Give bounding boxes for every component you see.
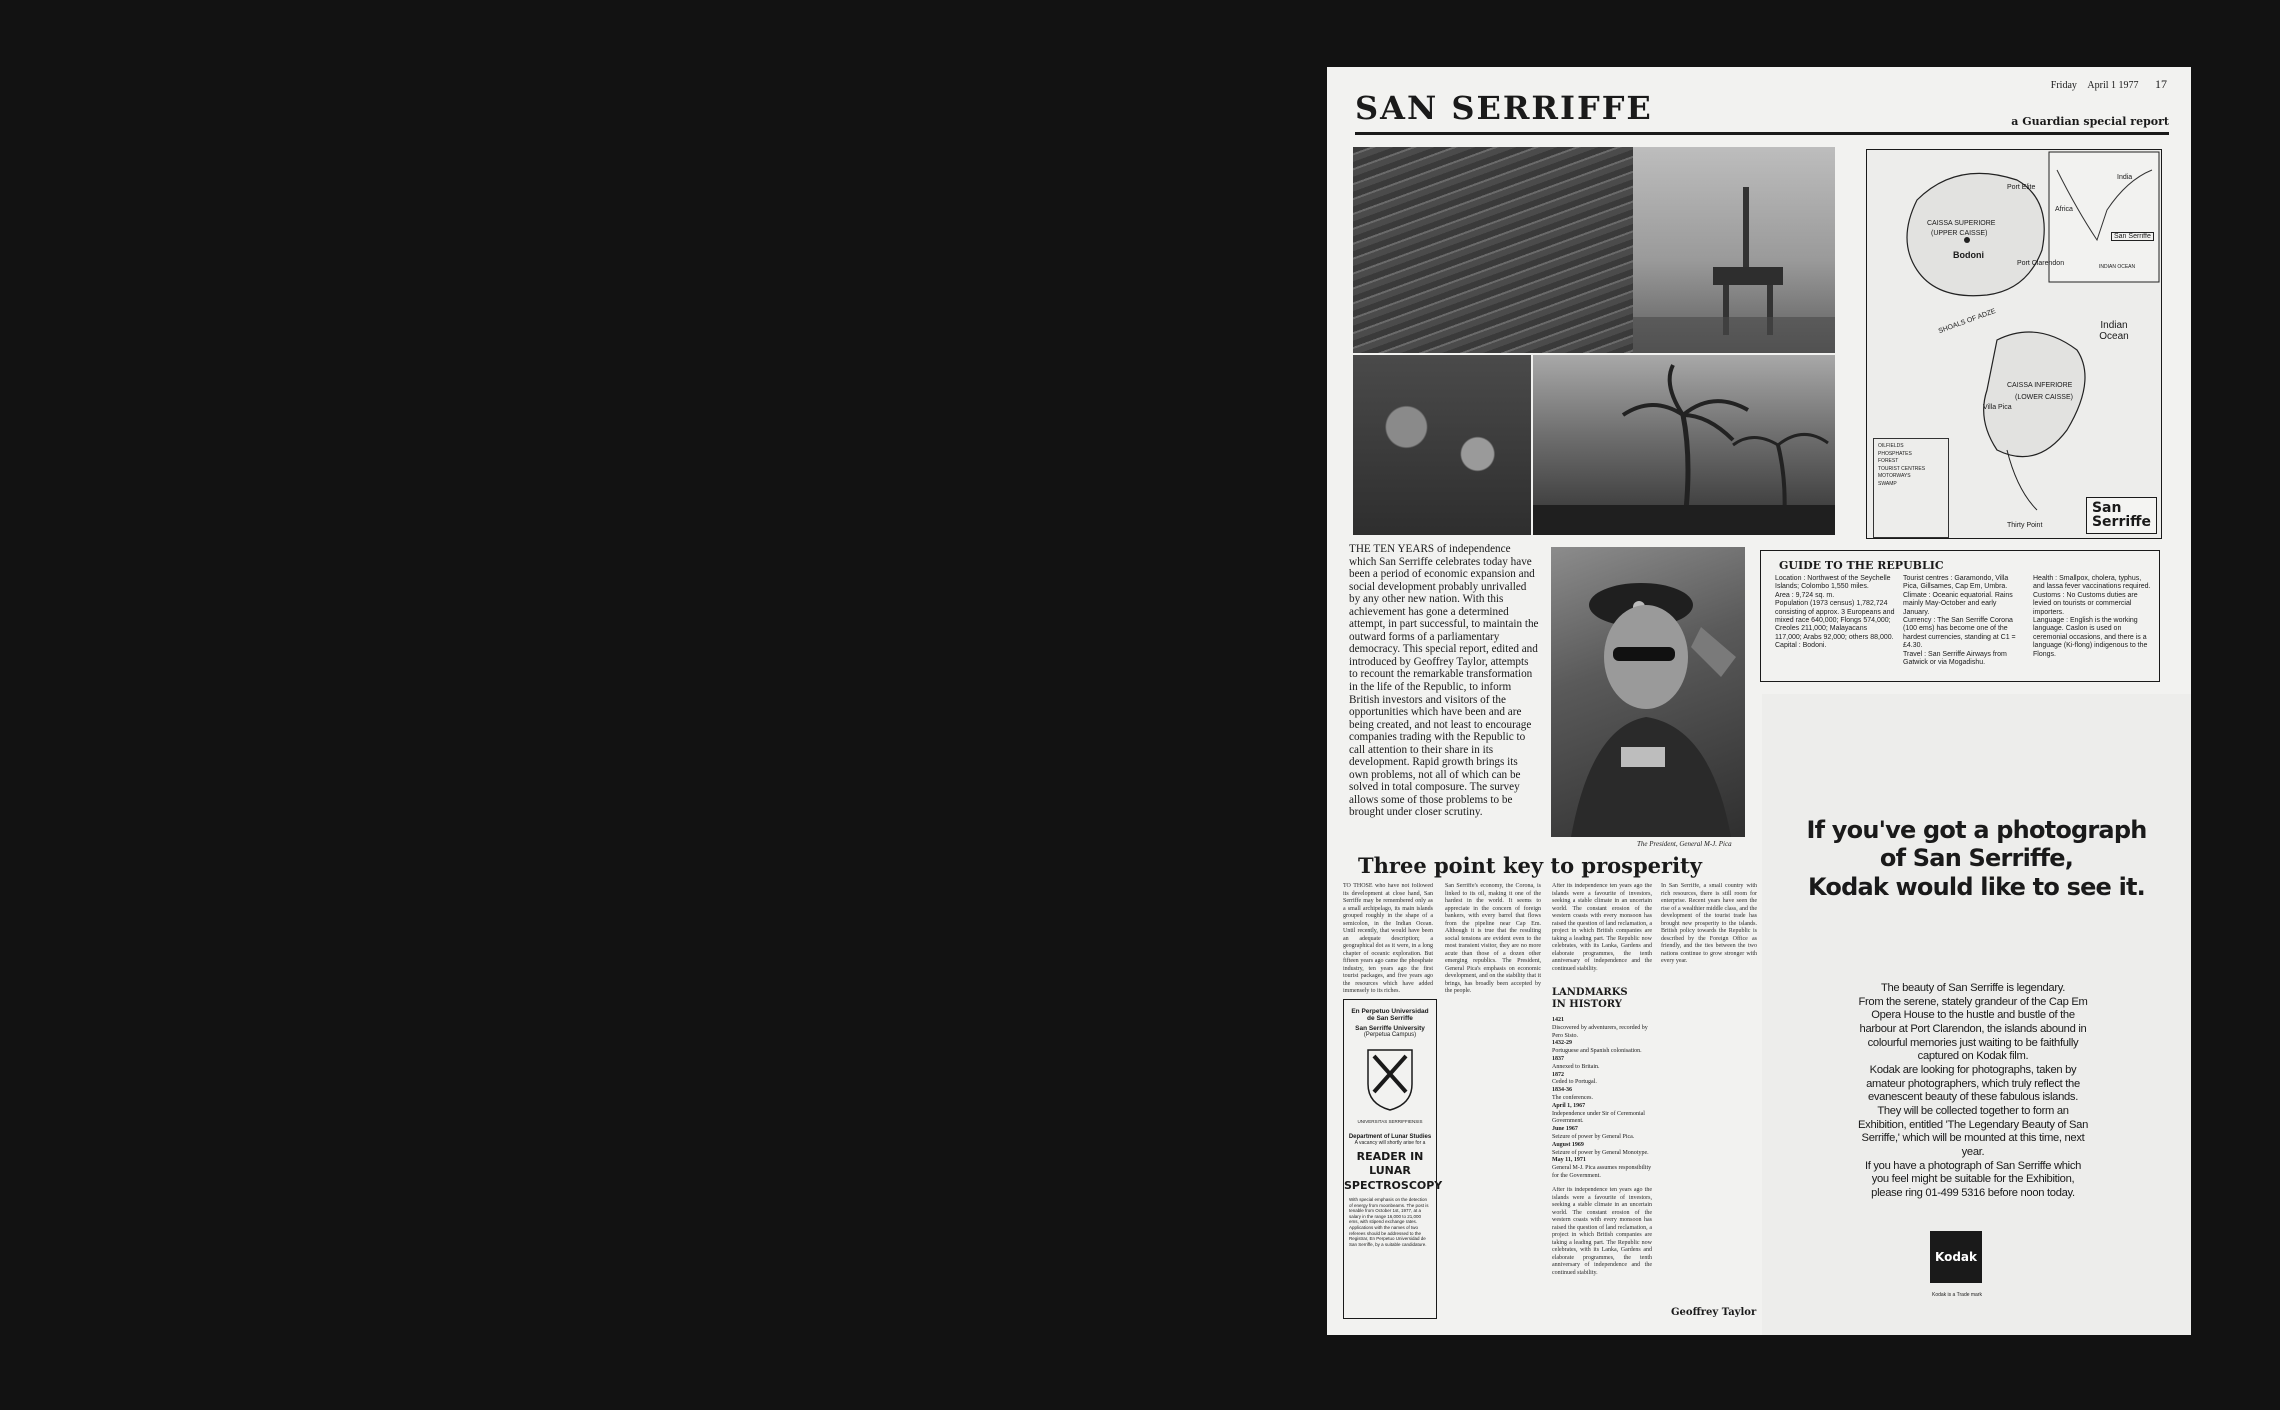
- guide-column: [1903, 575, 2023, 667]
- guide-entry: Climate : Oceanic equatorial. Rains mainly May-October and early January.: [1903, 591, 2013, 616]
- map-of-san-serriffe: [1866, 149, 2162, 539]
- photo-president: [1551, 547, 1745, 837]
- map-label-caissa-superiore: CAISSA SUPERIORE: [1927, 220, 1996, 227]
- dateline-day: Friday: [2050, 80, 2077, 91]
- guide-entry: Currency : The San Serriffe Corona (100 ems) has become one of the hardest currencies, standing at C1 = £4.30.: [1903, 616, 2016, 650]
- article-headline: Three point key to prosperity: [1358, 853, 1702, 878]
- guide-entry: Language : English is the working language. Caslon is used on ceremonial occasions, and there is a language (Ki-flong) indigenous to the Flongs.: [2033, 616, 2148, 658]
- masthead-rule: [1355, 132, 2169, 135]
- guide-title: GUIDE TO THE REPUBLIC: [1779, 559, 1944, 572]
- article-column: San Serriffe's economy, the Corona, is linked to its oil, making it one of the hardest in the world. It seems to appreciate in the concern of foreign bankers, with every barrel that flows from the pipeline near Cap Em. Although it is true that the resulting social tensions are evident even to the most transient visitor, they are no more acute than those of a dozen other emerging republics. The President, General Pica's emphasis on economic development, and on the stability that it brings, has broadly been accepted by the people.: [1445, 883, 1541, 994]
- landmark-text: The conferences.: [1552, 1094, 1593, 1101]
- guide-column: [1775, 575, 1895, 651]
- landmark-text: Seizure of power by General Pica.: [1552, 1133, 1635, 1140]
- landmark-entry: [1552, 1157, 1652, 1180]
- landmark-entry: [1552, 1017, 1652, 1040]
- map-brand-box: [2086, 497, 2157, 534]
- landmarks-title-line: IN HISTORY: [1552, 999, 1622, 1010]
- landmark-year: 1837: [1552, 1055, 1564, 1062]
- guide-entry: Area : 9,724 sq. m.: [1775, 591, 1835, 599]
- university-campus: (Perpetua Campus): [1363, 1032, 1417, 1038]
- special-report-label: a Guardian special report: [2011, 115, 2169, 128]
- landmark-entry: [1552, 1126, 1652, 1142]
- landmarks-title-line: LANDMARKS: [1552, 987, 1628, 998]
- map-label-india: India: [2117, 174, 2133, 181]
- landmarks-in-history: [1552, 987, 1652, 1181]
- kodak-logo: Kodak: [1930, 1231, 1982, 1283]
- map-label-port-clarendon: Port Clarendon: [2017, 260, 2065, 267]
- landmark-text: General M-J. Pica assumes responsibility for the Government.: [1552, 1165, 1652, 1179]
- landmark-text: Portuguese and Spanish colonisation.: [1552, 1048, 1642, 1055]
- landmark-entry: [1552, 1087, 1652, 1103]
- kodak-trademark: Kodak is a Trade mark: [1931, 1292, 1983, 1298]
- photo-oil-rig: [1633, 147, 1835, 353]
- guide-entry: Location : Northwest of the Seychelle Islands; Colombo 1,550 miles.: [1775, 575, 1891, 591]
- guide-entry: Capital : Bodoni.: [1775, 642, 1827, 650]
- guide-entry: Population (1973 census) 1,782,724 consisting of approx. 3 Europeans and mixed race 640,000; Flongs 574,000; Creoles 211,000; Malayacans 117,000; Arabs 92,000; others 88,000.: [1775, 600, 1895, 641]
- landmark-entry: [1552, 1072, 1652, 1088]
- president-caption: The President, General M-J. Pica: [1637, 840, 1732, 848]
- landmark-year: August 1969: [1552, 1141, 1584, 1148]
- page-number: 17: [2155, 77, 2167, 91]
- map-brand-line: San: [2091, 499, 2122, 516]
- legend-item: FOREST: [1878, 458, 1899, 464]
- kodak-body: [1858, 982, 2088, 1201]
- article-column: TO THOSE who have not followed its development at close hand, San Serriffe may be remembered only as a small archipelago, its main islands grouped roughly in the shape of a semicolon, in the Indian Ocean. Until recently, that would have been an adequate description; a geographical dot as it were, in a long chapter of oceanic exploration. But fifteen years ago came the phosphate industry, ten years ago the first tourist packages, and five years ago the resources which have added immensely to its riches.: [1343, 883, 1433, 994]
- oil-rig-graphic: [1633, 147, 1835, 353]
- map-label-caissa-inferiore: CAISSA INFERIORE: [2007, 382, 2073, 389]
- landmark-text: Independence under Sir of Ceremonial Government.: [1552, 1110, 1645, 1125]
- landmark-entry: [1552, 1142, 1652, 1158]
- map-legend: [1873, 438, 1949, 538]
- landmark-year: 1421: [1552, 1017, 1564, 1023]
- landmark-year: April 1, 1967: [1552, 1102, 1586, 1109]
- article-byline: Geoffrey Taylor: [1671, 1307, 1757, 1318]
- dateline: [2043, 77, 2167, 92]
- post-title-line: LUNAR: [1369, 1164, 1411, 1178]
- kodak-paragraph: They will be collected together to form an Exhibition, entitled 'The Legendary Beauty of San Serriffe,' which will be mounted at this time, next year.: [1858, 1104, 2088, 1158]
- landmark-year: May 11, 1971: [1552, 1157, 1586, 1164]
- landmark-entry: [1552, 1040, 1652, 1056]
- university-name: En Perpetuo Universidad de San Serriffe: [1351, 1008, 1429, 1022]
- guide-entry: Customs : No Customs duties are levied on tourists or commercial importers.: [2033, 591, 2138, 616]
- guide-entry: Tourist centres : Garamondo, Villa Pica, Gillsames, Cap Em, Umbra.: [1903, 575, 2009, 591]
- kodak-headline-line: If you've got a photograph: [1806, 816, 2147, 844]
- guide-entry: Health : Smallpox, cholera, typhus, and lassa fever vaccinations required.: [2033, 575, 2151, 591]
- legend-item: MOTORWAYS: [1878, 473, 1911, 479]
- legend-item: OILFIELDS: [1878, 443, 1904, 449]
- university-department: Department of Lunar Studies: [1348, 1134, 1432, 1140]
- article-column-continued: After its independence ten years ago the islands were a favourite of investors, seeking a stable climate in an uncertain world. The constant erosion of the western coasts with every monsoon has raised the question of land reclamation, a project in which British companies are taking a leading part. The Republic now celebrates, with its Lanka, Gardens and elaborate programmes, the tenth anniversary of independence and the continued stability.: [1552, 1187, 1652, 1276]
- landmark-year: 1432-29: [1552, 1040, 1572, 1047]
- article-column: In San Serriffe, a small country with rich resources, there is still room for enterprise. Recent years have seen the rise of a wealthier middle class, and the development of the tourist trade has brought new prosperity to the islands. British policy towards the Republic is described by the Foreign Office as friendly, and the ties between the two nations continue to grow stronger with every year.: [1661, 883, 1757, 964]
- map-label-villa-pica: Villa Pica: [1983, 404, 2012, 411]
- landmark-text: Discovered by adventurers, recorded by Pero Sisto.: [1552, 1024, 1648, 1039]
- guide-column: [2033, 575, 2151, 659]
- university-english-name: San Serriffe University: [1355, 1025, 1425, 1032]
- guide-to-the-republic: [1760, 550, 2160, 682]
- landmark-entry: [1552, 1056, 1652, 1072]
- photo-fighter-jets: [1353, 147, 1633, 353]
- landmarks-title: [1552, 987, 1652, 1011]
- landmark-year: 1834-36: [1552, 1087, 1572, 1094]
- kodak-paragraph: From the serene, stately grandeur of the Cap Em Opera House to the hustle and bustle of the harbour at Port Clarendon, the islands abound in colourful memories just waiting to be faithfully captured on Kodak film.: [1858, 995, 2088, 1063]
- post-title-line: SPECTROSCOPY: [1344, 1178, 1443, 1192]
- map-label-san-serriffe-inset: San Serriffe: [2111, 232, 2154, 241]
- legend-item: SWAMP: [1878, 480, 1897, 487]
- landmark-text: Annexed to Britain.: [1552, 1063, 1600, 1070]
- palm-trees-graphic: [1533, 355, 1835, 535]
- map-label-shoals-of-adze: SHOALS OF ADZE: [1937, 307, 1997, 336]
- university-seal-text: UNIVERSITAS SERRIFFIENSIS: [1357, 1119, 1423, 1124]
- university-post-title: [1344, 1150, 1443, 1193]
- legend-item: TOURIST CENTRES: [1878, 465, 1926, 472]
- dateline-date: April 1 1977: [2087, 80, 2139, 91]
- intro-paragraph: THE TEN YEARS of independence which San Serriffe celebrates today have been a period of economic expansion and social development probably unrivalled by any other new nation. With this achievement has gone a determined attempt, in part successful, to maintain the outward forms of a parliamentary democracy. This special report, edited and introduced by Geoffrey Taylor, attempts to recount the remarkable transformation in the life of the Republic, to inform British investors and visitors of the opportunities which have been and are being created, and not least to encourage companies trading with the Republic to call attention to their share in its development. Rapid growth brings its own problems, not all of which can be solved in total composure. The survey allows some of those problems to be brought under closer scrutiny.: [1349, 543, 1539, 819]
- landmark-entry: [1552, 1103, 1652, 1126]
- photo-palm-beach: [1533, 355, 1835, 535]
- kodak-headline-line: of San Serriffe,: [1879, 844, 2074, 873]
- map-label-port-elite: Port Elite: [2007, 184, 2036, 191]
- map-label-upper-caisse: (UPPER CAISSE): [1931, 230, 1988, 237]
- landmark-text: Ceded to Portugal.: [1552, 1079, 1597, 1086]
- landmark-year: 1872: [1552, 1071, 1564, 1078]
- map-label-thirty-point: Thirty Point: [2007, 522, 2043, 529]
- article-column: After its independence ten years ago the islands were a favourite of investors, seeking a stable climate in an uncertain world. The constant erosion of the western coasts with every monsoon has raised the question of land reclamation, a project in which British companies are taking a leading part. The Republic now celebrates, with its Lanka, Gardens and elaborate programmes, the tenth anniversary of independence and the continued stability.: [1552, 883, 1652, 972]
- university-details: With special emphasis on the detection of energy from moonbeams. The post is tenable from October 1st, 1977, at a salary in the range 16,000 to 21,000 ems, with stipend exchange rates. Applications with the names of two referees should be addressed to the Registrar, En Perpetuo Universidad de San Serriffe, by a suitable candidature.: [1349, 1196, 1429, 1247]
- map-label-indian-ocean: Indian Ocean: [2099, 320, 2129, 342]
- kodak-advertisement: [1762, 694, 2191, 1335]
- guide-entry: Travel : San Serriffe Airways from Gatwick or via Mogadishu.: [1903, 650, 2007, 666]
- map-label-indian-ocean-inset: INDIAN OCEAN: [2099, 264, 2136, 270]
- university-crest-icon: [1360, 1044, 1420, 1114]
- university-advertisement: [1343, 999, 1443, 1319]
- kodak-paragraph: If you have a photograph of San Serriffe which you feel might be suitable for the Exhibition, please ring 01-499 5316 before noon today.: [1864, 1159, 2082, 1199]
- newspaper-page: [1327, 67, 2191, 1335]
- map-label-bodoni: Bodoni: [1953, 250, 1984, 260]
- kodak-paragraph: The beauty of San Serriffe is legendary.: [1880, 982, 2066, 994]
- kodak-paragraph: Kodak are looking for photographs, taken by amateur photographers, which truly reflect the evanescent beauty of these fabulous islands.: [1866, 1063, 2080, 1104]
- landmark-text: Seizure of power by General Monotype.: [1552, 1149, 1649, 1156]
- map-brand-line: Serriffe: [2091, 514, 2151, 531]
- kodak-headline-line: Kodak would like to see it.: [1808, 872, 2145, 901]
- kodak-headline: [1762, 816, 2191, 901]
- president-graphic: [1551, 547, 1745, 837]
- map-label-africa: Africa: [2055, 206, 2073, 213]
- landmark-year: June 1967: [1552, 1126, 1578, 1133]
- legend-item: PHOSPHATES: [1878, 450, 1912, 457]
- photo-crowd: [1353, 355, 1531, 535]
- post-title-line: READER IN: [1356, 1150, 1424, 1163]
- section-title: SAN SERRIFFE: [1355, 89, 1653, 127]
- map-label-lower-caisse: (LOWER CAISSE): [2015, 394, 2073, 401]
- university-vacancy: A vacancy will shortly arise for a: [1354, 1140, 1426, 1146]
